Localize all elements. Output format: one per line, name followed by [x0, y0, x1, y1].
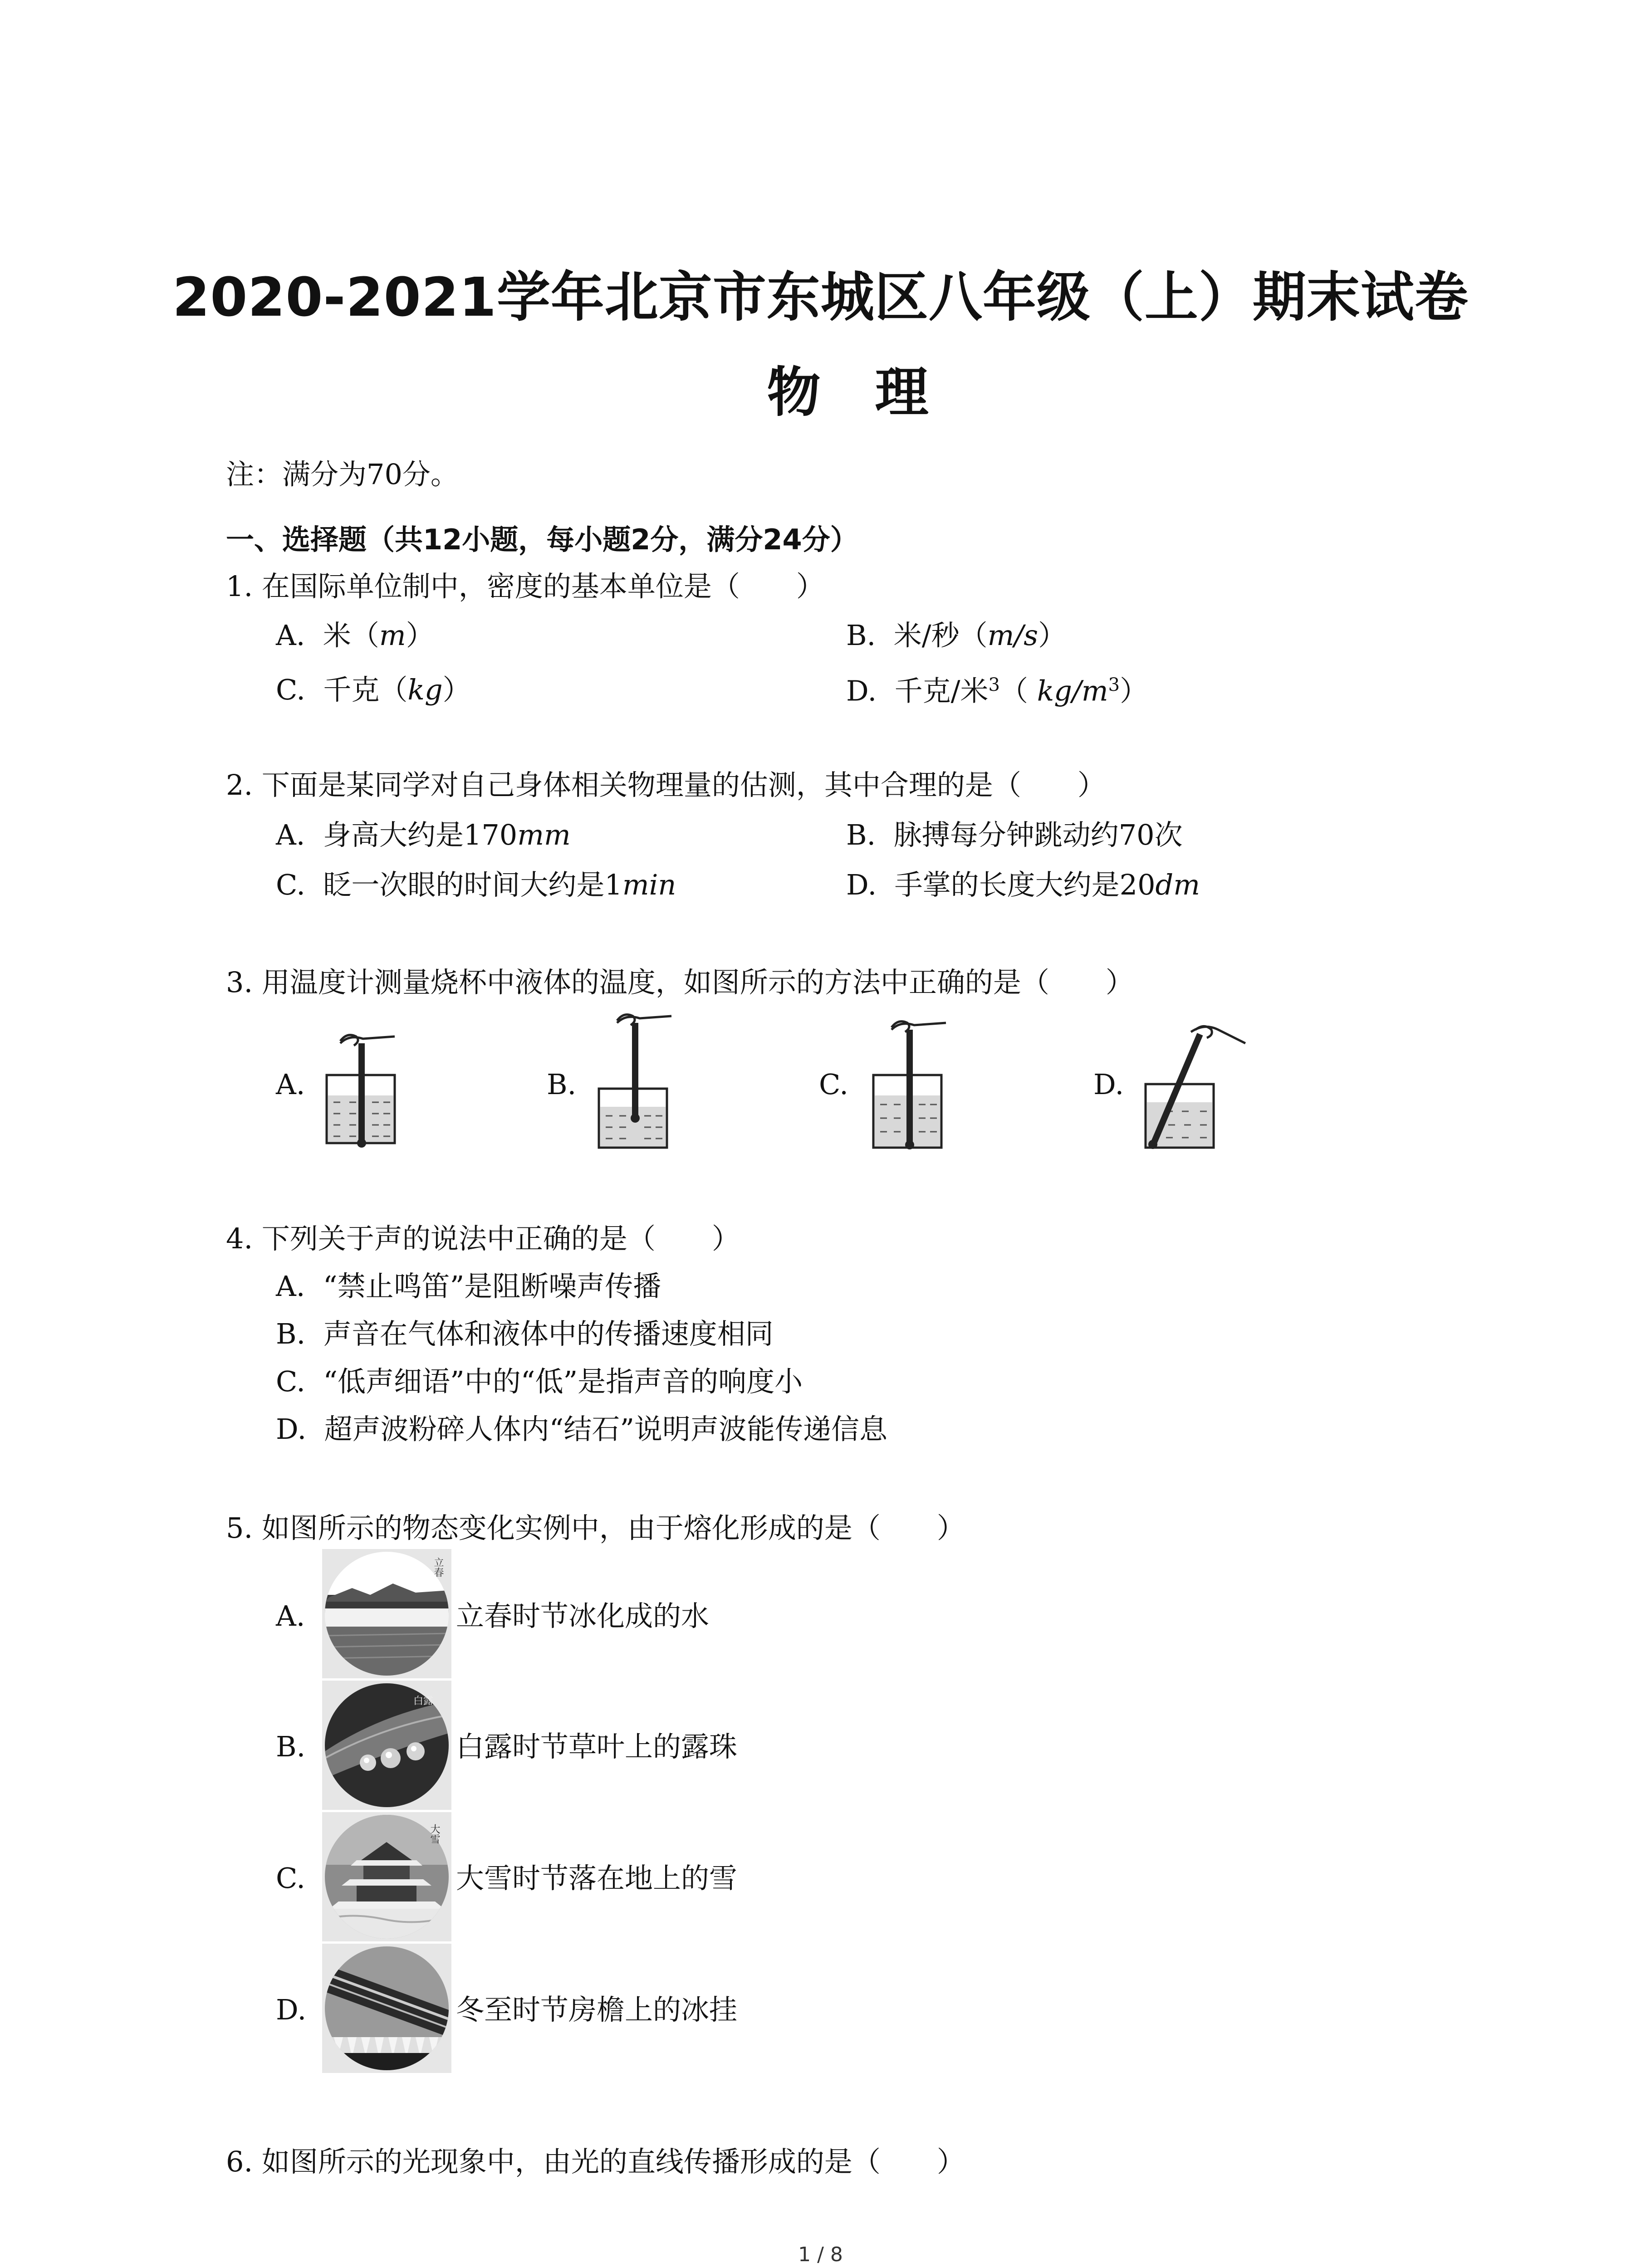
q1-option-c[interactable] — [276, 673, 471, 706]
unit: min — [622, 868, 676, 901]
option-tail: ） — [442, 673, 471, 706]
option-letter: B. — [846, 619, 876, 652]
q4-option-c[interactable] — [276, 1365, 803, 1398]
option-text: “低声细语”中的“低”是指声音的响度小 — [323, 1365, 803, 1398]
exam-title: 2020-2021学年北京市东城区八年级（上）期末试卷 — [172, 266, 1469, 328]
q3-option-d-letter[interactable]: D. — [1093, 1068, 1124, 1101]
question-5-stem: 5. 如图所示的物态变化实例中，由于熔化形成的是（ ） — [226, 1511, 965, 1545]
option-letter: C. — [276, 1365, 305, 1398]
snow-temple-photo — [322, 1812, 451, 1941]
option-tail: ） — [1038, 619, 1067, 652]
q2-option-a[interactable] — [276, 818, 571, 851]
q3-option-a-letter[interactable]: A. — [276, 1068, 305, 1101]
score-note: 注：满分为70分。 — [226, 458, 459, 491]
thermometer-figure-d — [1132, 1016, 1250, 1157]
spring-ice-photo — [322, 1549, 451, 1678]
thermometer-figure-c — [860, 1012, 964, 1157]
q5-option-b-letter[interactable]: B. — [276, 1730, 306, 1763]
option-letter: C. — [276, 868, 305, 901]
option-letter: D. — [846, 868, 877, 901]
unit: m — [379, 619, 406, 652]
question-4-stem: 4. 下列关于声的说法中正确的是（ ） — [226, 1222, 740, 1255]
q1-option-b[interactable] — [846, 621, 1066, 650]
photo-stamp: 立春 — [432, 1557, 444, 1577]
option-text: 超声波粉碎人体内“结石”说明声波能传递信息 — [324, 1413, 888, 1446]
option-letter: B. — [846, 818, 876, 851]
unit: mm — [517, 818, 571, 851]
option-letter: D. — [846, 674, 877, 708]
option-text: 千克/米 — [894, 674, 989, 708]
option-text: 脉搏每分钟跳动约70次 — [893, 818, 1183, 851]
superscript: 3 — [1108, 675, 1120, 695]
q5-option-c-text: 大雪时节落在地上的雪 — [456, 1862, 738, 1895]
q4-option-d[interactable] — [276, 1413, 888, 1446]
unit: m/s — [987, 619, 1038, 652]
option-text: 米/秒（ — [893, 619, 988, 652]
option-mid: （ — [999, 674, 1037, 708]
photo-stamp: 大雪 — [429, 1824, 440, 1844]
option-text: 千克（ — [323, 673, 408, 706]
option-text: 眨一次眼的时间大约是1 — [323, 868, 622, 901]
q5-option-a-text: 立春时节冰化成的水 — [456, 1599, 710, 1633]
question-6-stem: 6. 如图所示的光现象中，由光的直线传播形成的是（ ） — [226, 2145, 965, 2178]
option-letter: A. — [276, 818, 305, 851]
option-text: “禁止鸣笛”是阻断噪声传播 — [323, 1270, 661, 1303]
q5-option-c-letter[interactable]: C. — [276, 1862, 305, 1895]
subject-title: 物理 — [767, 361, 983, 424]
q3-option-b-letter[interactable]: B. — [547, 1068, 577, 1101]
q3-option-c-letter[interactable]: C. — [819, 1068, 848, 1101]
icicle-eaves-photo — [322, 1944, 451, 2073]
unit: dm — [1155, 868, 1200, 901]
option-tail: ） — [1120, 674, 1148, 708]
unit: kg/m — [1037, 674, 1108, 708]
page-number: 1 / 8 — [798, 2243, 843, 2266]
question-2-stem: 2. 下面是某同学对自己身体相关物理量的估测，其中合理的是（ ） — [226, 768, 1106, 802]
option-letter: C. — [276, 673, 305, 706]
thermometer-figure-b — [585, 1007, 690, 1157]
photo-stamp: 白露 — [413, 1696, 433, 1707]
q2-option-b[interactable] — [846, 818, 1183, 851]
unit: kg — [407, 673, 443, 706]
thermometer-figure-a — [313, 1021, 417, 1157]
question-3-stem: 3. 用温度计测量烧杯中液体的温度，如图所示的方法中正确的是（ ） — [226, 966, 1134, 999]
question-1-stem: 1. 在国际单位制中，密度的基本单位是（ ） — [226, 570, 824, 603]
option-text: 声音在气体和液体中的传播速度相同 — [323, 1317, 774, 1350]
dew-leaf-photo — [322, 1681, 451, 1810]
option-tail: ） — [406, 619, 434, 652]
q4-option-a[interactable] — [276, 1270, 661, 1303]
q5-option-a-letter[interactable]: A. — [276, 1599, 305, 1633]
q5-option-d-text: 冬至时节房檐上的冰挂 — [456, 1993, 738, 2026]
q4-option-b[interactable] — [276, 1317, 774, 1350]
section-heading: 一、选择题（共12小题，每小题2分，满分24分） — [226, 523, 858, 556]
q1-option-a[interactable] — [276, 621, 434, 650]
q2-option-d[interactable] — [846, 868, 1200, 901]
q5-option-b-text: 白露时节草叶上的露珠 — [456, 1730, 738, 1763]
option-letter: A. — [276, 1270, 305, 1303]
q1-option-d[interactable] — [846, 674, 1148, 708]
q2-option-c[interactable] — [276, 868, 676, 901]
option-letter: B. — [276, 1317, 306, 1350]
option-text: 身高大约是170 — [323, 818, 518, 851]
option-letter: A. — [276, 619, 305, 652]
superscript: 3 — [988, 675, 1000, 695]
option-text: 手掌的长度大约是20 — [894, 868, 1156, 901]
option-text: 米（ — [323, 619, 379, 652]
q5-option-d-letter[interactable]: D. — [276, 1993, 307, 2026]
option-letter: D. — [276, 1413, 307, 1446]
